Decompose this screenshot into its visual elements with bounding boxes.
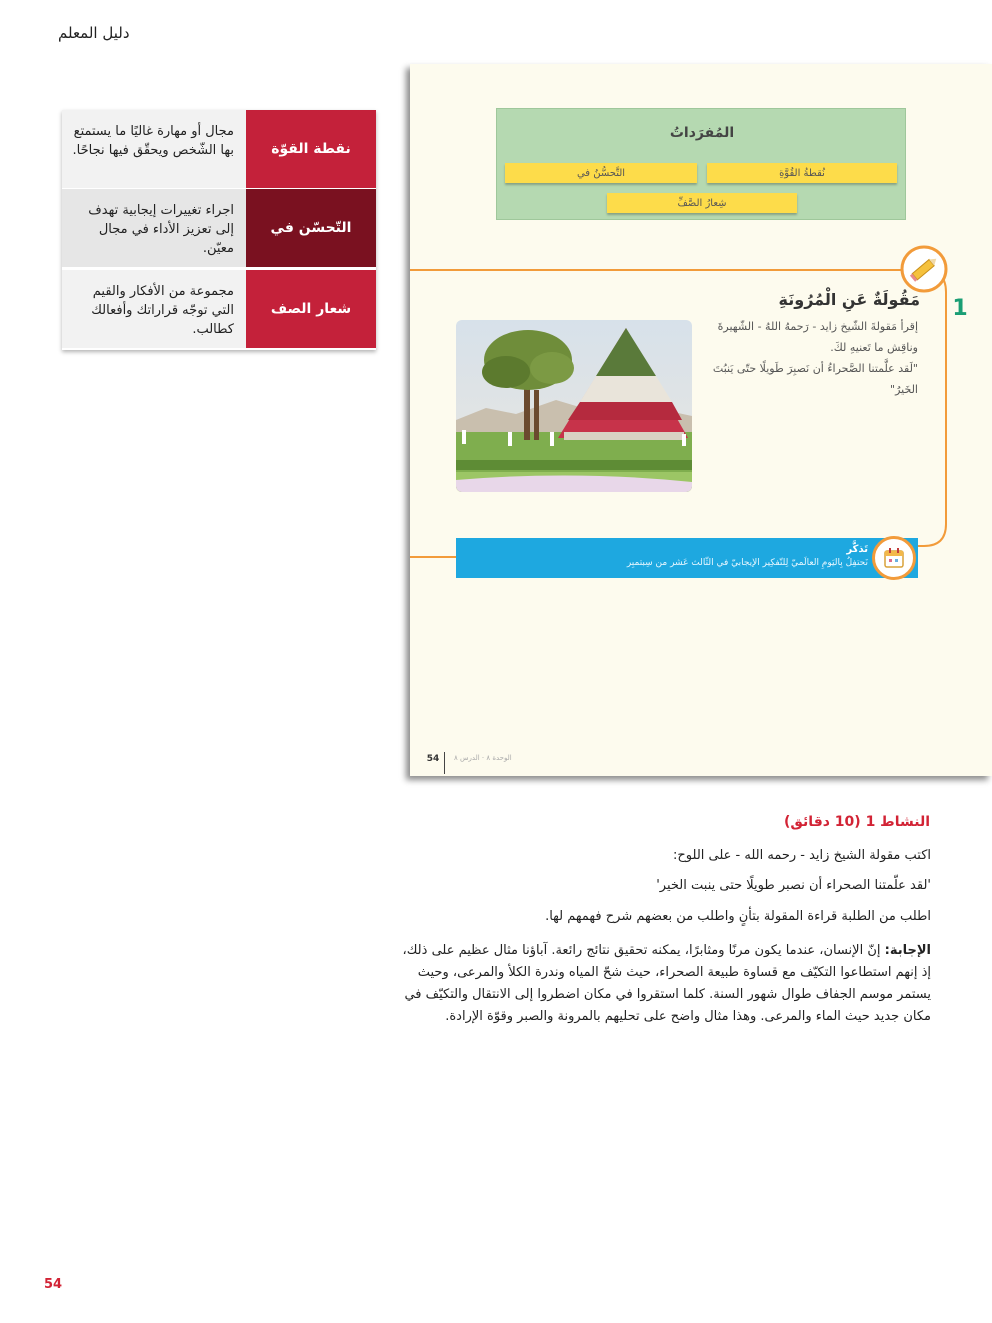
activity-title: مَقُولَةٌ عَنِ الْمُرُونَةِ (778, 290, 920, 309)
reminder-title: تَذكَّر (846, 544, 868, 555)
activity-number: 1 (952, 296, 968, 321)
glossary-definition: اجراء تغييرات إيجابية تهدف إلى تعزيز الأداء في مجال معيّن. (62, 189, 246, 267)
vocabulary-box (496, 108, 906, 220)
activity-line: وناقِش ما تَعنيهِ لكَ. (830, 341, 918, 354)
activity-heading: النشاط 1 (10 دقائق) (784, 814, 930, 830)
student-book-page (410, 64, 992, 776)
vocabulary-title: المُفرَداتُ (669, 125, 735, 141)
answer-text: إنّ الإنسان، عندما يكون مرنًا ومثابرًا، يمكنه تحقيق نتائج رائعة. آباؤنا مثال عظيم على ذلك، إذ إنهم استطاعوا التكيّف مع قساوة طبيعة الصحراء، حيث شحّ المياه وندرة الكلأ والمرعى، وحيث يستمر موسم الجفاف طوال شهور السنة. كلما استقروا في مكان اضطروا إلى الانتقال والتكيّف في مكان جديد حيث الماء والمرعى. وهذا مثال واضح على تحليهم بالمرونة والصبر وقوّة الإرادة. (402, 943, 931, 1024)
instruction-paragraph: اطلب من الطلبة قراءة المقولة بتأنٍ واطلب من بعضهم شرح فهمهم لها. (545, 909, 931, 924)
glossary-term: نقطة القوّة (246, 110, 376, 188)
activity-line: إقرأ مَقولةَ الشّيخ زايد - رَحمهُ اللهُ - الشّهيرةَ (717, 320, 918, 333)
student-page-unit: الوحدة ٨ · الدرس ٨ (454, 754, 512, 762)
instruction-paragraph: اكتب مقولة الشيخ زايد - رحمه الله - على اللوح: (673, 848, 931, 863)
glossary-row (62, 189, 376, 267)
student-page-number: 54 (426, 754, 440, 764)
pyramid-garden-photo (456, 320, 692, 492)
glossary-term: شعار الصف (246, 270, 376, 348)
glossary-term: التّحسّن في (246, 189, 376, 267)
vocab-chip: التَّحسُّنُ في (505, 163, 697, 183)
glossary-definition: مجال أو مهارة غاليًا ما يستمتع بها الشّخص ويحقّق فيها نجاحًا. (62, 110, 246, 188)
answer-label: الإجابة: (884, 943, 931, 958)
calendar-icon (872, 536, 916, 580)
activity-line: الخَيرُ" (890, 383, 918, 396)
answer-paragraph (400, 940, 931, 1028)
activity-body (700, 316, 918, 400)
footer-divider (444, 752, 445, 774)
glossary-row (62, 270, 376, 348)
vocab-chip: نُقطةُ القُوَّةِ (707, 163, 897, 183)
activity-line: "لَقد علَّمتنا الصَّحراءُ أن نَصبِرَ طَويلًا حتّى يَنبُتَ (712, 362, 918, 375)
reminder-text: نَحتفِلُ بِاليَومِ العالَميّ لِلتّفكِير الإيجابيّ في الثّالث عَشر من سِبتمبِر (626, 558, 868, 568)
glossary-definition: مجموعة من الأفكار والقيم التي توجّه قراراتك وأفعالك كطالب. (62, 270, 246, 348)
page-header-title: دليل المعلم (58, 24, 130, 42)
vocab-chip: شِعارُ الصَّفِّ (607, 193, 797, 213)
glossary-row (62, 110, 376, 188)
page-number: 54 (44, 1277, 63, 1292)
instruction-paragraph: 'لقد علّمتنا الصحراء أن نصبر طويلًا حتى ينبت الخير' (656, 878, 931, 893)
reminder-banner (456, 538, 918, 578)
